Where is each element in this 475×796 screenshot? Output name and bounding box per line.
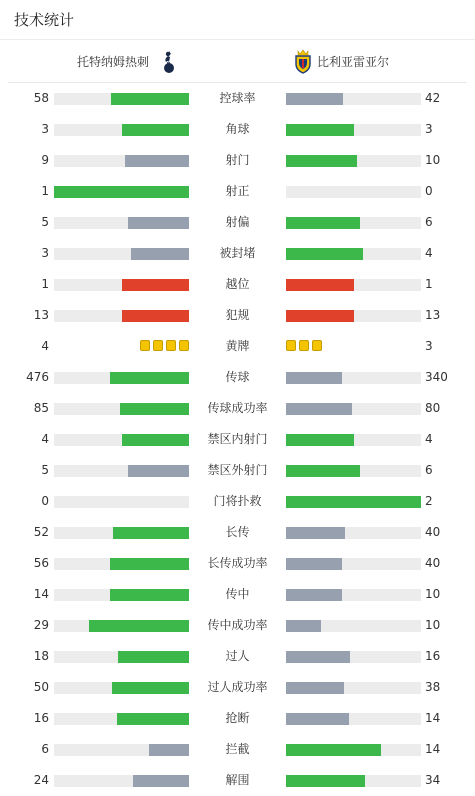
stat-label: 过人成功率 <box>207 680 268 694</box>
stat-row <box>0 176 475 207</box>
home-bar <box>149 744 190 756</box>
stat-row <box>0 83 475 114</box>
home-bar <box>131 248 189 260</box>
home-value: 3 <box>41 246 49 260</box>
home-bar-track <box>54 651 189 663</box>
home-yellow-cards <box>140 340 189 351</box>
away-value: 3 <box>425 339 433 353</box>
away-bar <box>286 310 354 322</box>
away-bar-track <box>286 496 421 508</box>
away-bar-track <box>286 124 421 136</box>
away-bar-track <box>286 558 421 570</box>
stat-row <box>0 610 475 641</box>
home-value: 476 <box>26 370 49 384</box>
home-bar <box>122 310 190 322</box>
home-bar <box>111 93 189 105</box>
stat-label: 犯规 <box>225 308 250 322</box>
yellow-card-icon <box>299 340 309 351</box>
stat-row <box>0 300 475 331</box>
yellow-card-icon <box>286 340 296 351</box>
away-bar <box>286 589 342 601</box>
home-bar <box>112 682 189 694</box>
away-value: 10 <box>425 587 441 601</box>
villarreal-crest-icon <box>293 48 311 74</box>
stat-label: 射偏 <box>225 215 250 229</box>
home-value: 14 <box>33 587 49 601</box>
home-value: 16 <box>33 711 49 725</box>
home-value: 56 <box>33 556 49 570</box>
home-bar <box>128 217 189 229</box>
home-bar <box>122 279 190 291</box>
away-bar <box>286 496 421 508</box>
yellow-card-icon <box>166 340 176 351</box>
stat-label: 禁区外射门 <box>207 463 268 477</box>
stat-row <box>0 548 475 579</box>
away-bar <box>286 558 342 570</box>
away-bar-track <box>286 186 421 198</box>
home-bar-track <box>54 186 189 198</box>
away-bar <box>286 372 342 384</box>
away-bar-track <box>286 589 421 601</box>
home-team[interactable] <box>77 40 177 82</box>
away-bar-track <box>286 434 421 446</box>
stat-label: 解围 <box>225 773 250 787</box>
away-bar-track <box>286 775 421 787</box>
away-bar-track <box>286 403 421 415</box>
home-bar-track <box>54 248 189 260</box>
away-team-name: 比利亚雷亚尔 <box>317 54 390 69</box>
stat-row <box>0 486 475 517</box>
stat-row <box>0 269 475 300</box>
away-value: 40 <box>425 556 441 570</box>
stat-label: 传中 <box>225 587 250 601</box>
home-bar <box>122 124 190 136</box>
away-bar <box>286 217 360 229</box>
home-value: 1 <box>41 277 49 291</box>
stat-row <box>0 517 475 548</box>
stat-label: 禁区内射门 <box>207 432 268 446</box>
away-bar-track <box>286 372 421 384</box>
stat-label: 长传成功率 <box>207 556 268 570</box>
home-bar-track <box>54 465 189 477</box>
tottenham-crest-icon <box>159 48 177 74</box>
stat-label: 角球 <box>225 122 250 136</box>
home-bar <box>120 403 190 415</box>
away-bar <box>286 434 354 446</box>
home-value: 6 <box>41 742 49 756</box>
home-bar <box>122 434 190 446</box>
stat-label: 黄牌 <box>225 339 250 353</box>
stats-list <box>0 83 475 796</box>
stat-row <box>0 703 475 734</box>
away-value: 6 <box>425 463 433 477</box>
home-bar <box>125 155 189 167</box>
stat-label: 拦截 <box>225 742 250 756</box>
stat-row <box>0 424 475 455</box>
stat-label: 抢断 <box>225 711 250 725</box>
stat-row <box>0 362 475 393</box>
home-value: 0 <box>41 494 49 508</box>
away-bar <box>286 620 321 632</box>
home-bar-track <box>54 155 189 167</box>
home-bar <box>133 775 189 787</box>
stat-label: 传球 <box>225 370 250 384</box>
stat-label: 过人 <box>225 649 250 663</box>
page-title: 技术统计 <box>0 0 475 40</box>
home-bar-track <box>54 496 189 508</box>
home-bar-track <box>54 279 189 291</box>
home-bar <box>54 186 189 198</box>
away-value: 14 <box>425 711 441 725</box>
away-bar <box>286 744 381 756</box>
home-bar-track <box>54 434 189 446</box>
home-bar <box>110 372 189 384</box>
away-value: 1 <box>425 277 433 291</box>
away-bar-track <box>286 527 421 539</box>
away-value: 6 <box>425 215 433 229</box>
stat-row <box>0 238 475 269</box>
home-bar-track <box>54 372 189 384</box>
away-value: 80 <box>425 401 441 415</box>
home-value: 4 <box>41 339 49 353</box>
home-value: 85 <box>33 401 49 415</box>
away-bar <box>286 465 360 477</box>
home-bar-track <box>54 558 189 570</box>
away-bar-track <box>286 93 421 105</box>
away-bar-track <box>286 465 421 477</box>
yellow-card-icon <box>179 340 189 351</box>
yellow-card-icon <box>153 340 163 351</box>
stat-label: 长传 <box>225 525 250 539</box>
home-value: 5 <box>41 215 49 229</box>
home-bar-track <box>54 217 189 229</box>
home-value: 50 <box>33 680 49 694</box>
home-bar <box>117 713 189 725</box>
home-bar-track <box>54 682 189 694</box>
away-bar-track <box>286 155 421 167</box>
away-bar-track <box>286 310 421 322</box>
stat-row <box>0 207 475 238</box>
home-bar-track <box>54 713 189 725</box>
away-value: 13 <box>425 308 441 322</box>
home-value: 3 <box>41 122 49 136</box>
home-value: 13 <box>33 308 49 322</box>
away-value: 340 <box>425 370 448 384</box>
yellow-card-icon <box>140 340 150 351</box>
home-bar-track <box>54 527 189 539</box>
stat-label: 越位 <box>225 277 250 291</box>
stat-label: 传球成功率 <box>207 401 268 415</box>
home-bar-track <box>54 310 189 322</box>
stat-label: 门将扑救 <box>213 494 262 508</box>
stat-label: 被封堵 <box>219 246 256 260</box>
away-bar-track <box>286 620 421 632</box>
away-value: 34 <box>425 773 441 787</box>
away-bar <box>286 651 350 663</box>
home-bar-track <box>54 744 189 756</box>
home-value: 29 <box>33 618 49 632</box>
home-value: 5 <box>41 463 49 477</box>
teams-header <box>8 40 467 83</box>
away-bar <box>286 279 354 291</box>
away-value: 42 <box>425 91 441 105</box>
stat-row <box>0 672 475 703</box>
away-bar <box>286 93 343 105</box>
away-bar <box>286 527 345 539</box>
home-bar-track <box>54 775 189 787</box>
home-value: 52 <box>33 525 49 539</box>
away-value: 10 <box>425 618 441 632</box>
stat-row <box>0 734 475 765</box>
stat-label: 传中成功率 <box>207 618 268 632</box>
stat-label: 射门 <box>225 153 250 167</box>
home-bar <box>89 620 189 632</box>
stat-row <box>0 145 475 176</box>
home-bar <box>113 527 189 539</box>
away-value: 10 <box>425 153 441 167</box>
away-team[interactable] <box>293 40 389 82</box>
home-value: 9 <box>41 153 49 167</box>
home-bar-track <box>54 403 189 415</box>
stat-row <box>0 331 475 362</box>
away-bar <box>286 248 363 260</box>
away-bar-track <box>286 248 421 260</box>
away-value: 40 <box>425 525 441 539</box>
stat-row <box>0 114 475 145</box>
stat-row <box>0 641 475 672</box>
away-bar-track <box>286 744 421 756</box>
home-bar-track <box>54 93 189 105</box>
away-bar-track <box>286 682 421 694</box>
away-value: 14 <box>425 742 441 756</box>
away-value: 16 <box>425 649 441 663</box>
stat-row <box>0 579 475 610</box>
home-bar <box>118 651 190 663</box>
home-team-name: 托特纳姆热刺 <box>76 54 149 69</box>
away-bar <box>286 155 357 167</box>
away-bar <box>286 124 354 136</box>
away-bar-track <box>286 651 421 663</box>
away-yellow-cards <box>286 340 322 351</box>
home-bar-track <box>54 620 189 632</box>
away-value: 4 <box>425 432 433 446</box>
home-value: 18 <box>33 649 49 663</box>
yellow-card-icon <box>312 340 322 351</box>
away-bar-track <box>286 713 421 725</box>
home-bar <box>128 465 189 477</box>
away-bar-track <box>286 279 421 291</box>
away-value: 2 <box>425 494 433 508</box>
home-value: 24 <box>33 773 49 787</box>
away-value: 3 <box>425 122 433 136</box>
stat-label: 控球率 <box>219 91 256 105</box>
away-value: 4 <box>425 246 433 260</box>
away-value: 38 <box>425 680 441 694</box>
home-value: 1 <box>41 184 49 198</box>
home-bar-track <box>54 124 189 136</box>
home-bar <box>110 589 189 601</box>
away-value: 0 <box>425 184 433 198</box>
home-bar <box>110 558 189 570</box>
home-value: 58 <box>33 91 49 105</box>
home-bar-track <box>54 589 189 601</box>
away-bar <box>286 403 352 415</box>
home-value: 4 <box>41 432 49 446</box>
away-bar-track <box>286 217 421 229</box>
away-bar <box>286 682 344 694</box>
away-bar <box>286 713 349 725</box>
stat-row <box>0 455 475 486</box>
stat-row <box>0 765 475 796</box>
stat-row <box>0 393 475 424</box>
stat-label: 射正 <box>225 184 250 198</box>
away-bar <box>286 775 365 787</box>
